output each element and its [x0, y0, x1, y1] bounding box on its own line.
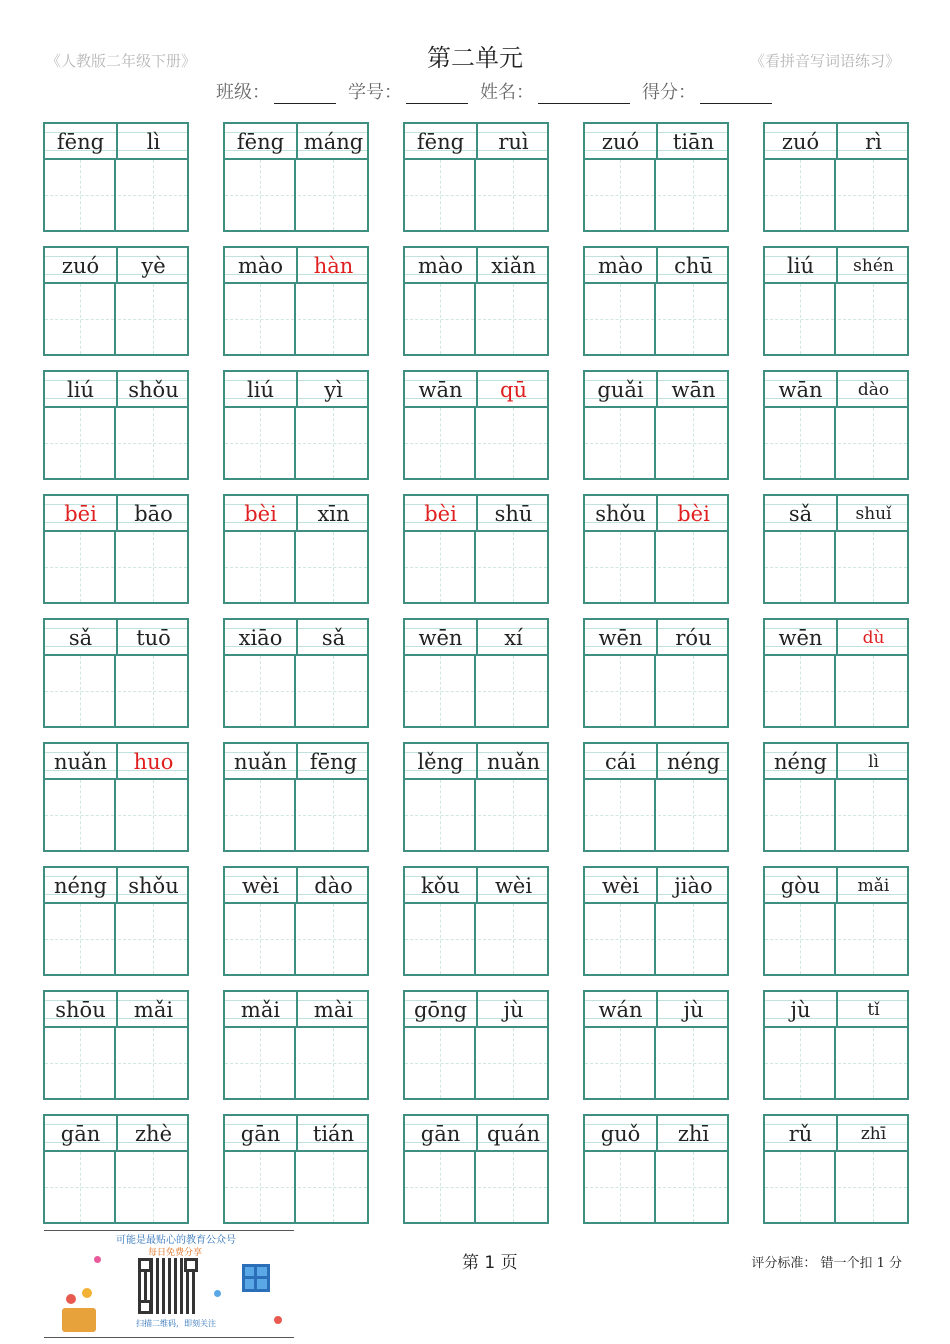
hanzi-box[interactable]	[658, 284, 727, 354]
pinyin-second: néng	[667, 750, 720, 774]
word-cell	[403, 866, 549, 976]
hanzi-box[interactable]	[405, 532, 476, 602]
word-cell	[403, 618, 549, 728]
pinyin-second: róu	[675, 626, 712, 650]
hanzi-box[interactable]	[838, 284, 907, 354]
pinyin-second: qū	[500, 378, 527, 402]
student-info-row	[216, 78, 784, 104]
hanzi-box[interactable]	[478, 408, 547, 478]
pinyin-row	[225, 372, 367, 408]
score-blank[interactable]	[700, 83, 772, 104]
confetti-icon	[214, 1290, 221, 1297]
hanzi-box[interactable]	[658, 532, 727, 602]
word-cell	[403, 990, 549, 1100]
pinyin-first: xiāo	[238, 626, 283, 650]
word-cell	[223, 742, 369, 852]
pinyin-row	[405, 496, 547, 532]
word-cell	[403, 370, 549, 480]
word-cell	[43, 370, 189, 480]
word-cell	[583, 866, 729, 976]
hanzi-box[interactable]	[405, 780, 476, 850]
word-cell	[223, 618, 369, 728]
word-cell	[43, 494, 189, 604]
pinyin-first: sǎ	[788, 502, 813, 526]
pinyin-second: chū	[674, 254, 713, 278]
pinyin-first: liú	[247, 378, 274, 402]
pinyin-row	[45, 496, 187, 532]
pinyin-second: ruì	[498, 130, 529, 154]
word-cell	[43, 990, 189, 1100]
pinyin-second: shǒu	[128, 874, 179, 898]
hanzi-box[interactable]	[838, 1152, 907, 1222]
pinyin-second: mài	[313, 998, 354, 1022]
hanzi-box[interactable]	[658, 1028, 727, 1098]
pinyin-second: lì	[146, 130, 161, 154]
pinyin-row	[405, 744, 547, 780]
hanzi-box[interactable]	[838, 780, 907, 850]
pinyin-second: tiān	[672, 130, 715, 154]
word-cell	[763, 1114, 909, 1224]
word-cell	[763, 122, 909, 232]
hanzi-box[interactable]	[45, 904, 116, 974]
pinyin-row	[765, 744, 907, 780]
hanzi-box[interactable]	[225, 284, 296, 354]
pinyin-row	[45, 620, 187, 656]
word-cell	[583, 122, 729, 232]
pinyin-second: tǐ	[867, 1000, 880, 1020]
flower-icon	[66, 1294, 76, 1304]
pinyin-first: fēng	[236, 130, 285, 154]
hanzi-box[interactable]	[225, 160, 296, 230]
pinyin-first: nuǎn	[53, 750, 108, 774]
pinyin-row	[45, 744, 187, 780]
pinyin-second: jù	[683, 998, 704, 1022]
word-cell	[403, 246, 549, 356]
hanzi-box[interactable]	[118, 656, 187, 726]
pinyin-first: néng	[774, 750, 827, 774]
pinyin-row	[225, 620, 367, 656]
header-practice-label: 《看拼音写词语练习》	[749, 52, 900, 70]
word-cell	[223, 122, 369, 232]
pinyin-row	[405, 248, 547, 284]
hanzi-box[interactable]	[405, 284, 476, 354]
pinyin-first: gān	[240, 1122, 281, 1146]
page-title: 第二单元	[427, 44, 523, 72]
word-cell	[583, 742, 729, 852]
pinyin-second: fēng	[309, 750, 358, 774]
pinyin-first: gōng	[413, 998, 468, 1022]
pinyin-row	[765, 496, 907, 532]
class-label: 班级：	[216, 82, 270, 103]
pinyin-first: rǔ	[788, 1122, 813, 1146]
qr-code-icon	[138, 1258, 198, 1314]
hanzi-box[interactable]	[225, 408, 296, 478]
word-cell	[43, 1114, 189, 1224]
pinyin-second: bāo	[134, 502, 173, 526]
pinyin-second: yè	[141, 254, 166, 278]
hanzi-box[interactable]	[225, 904, 296, 974]
pinyin-first: fēng	[56, 130, 105, 154]
hanzi-box[interactable]	[765, 780, 836, 850]
hanzi-box[interactable]	[298, 408, 367, 478]
pinyin-row	[45, 992, 187, 1028]
pinyin-first: liú	[67, 378, 94, 402]
pinyin-second: zhī	[677, 1122, 710, 1146]
promo-title: 可能是最贴心的教育公众号	[116, 1235, 236, 1246]
hanzi-box[interactable]	[585, 532, 656, 602]
hanzi-box[interactable]	[765, 284, 836, 354]
pinyin-first: wēn	[778, 626, 823, 650]
pinyin-second: xīn	[317, 502, 350, 526]
pinyin-row	[225, 248, 367, 284]
hanzi-box[interactable]	[765, 1028, 836, 1098]
hanzi-box[interactable]	[478, 904, 547, 974]
pinyin-row	[765, 1116, 907, 1152]
word-cell	[223, 246, 369, 356]
pinyin-row	[585, 868, 727, 904]
word-cell	[43, 618, 189, 728]
pinyin-row	[585, 372, 727, 408]
pinyin-row	[765, 868, 907, 904]
pinyin-second: xí	[504, 626, 523, 650]
pinyin-first: wēn	[598, 626, 643, 650]
word-cell	[583, 370, 729, 480]
promo-scan-text: 扫描二维码，即刻关注	[136, 1319, 216, 1328]
pinyin-first: zuó	[781, 130, 820, 154]
hanzi-box[interactable]	[298, 656, 367, 726]
hanzi-box[interactable]	[225, 1028, 296, 1098]
pinyin-first: wèi	[601, 874, 640, 898]
pinyin-second: mǎi	[857, 876, 890, 896]
word-cell	[763, 866, 909, 976]
hanzi-box[interactable]	[118, 904, 187, 974]
word-cell	[223, 990, 369, 1100]
hanzi-box[interactable]	[118, 284, 187, 354]
pinyin-first: guǎi	[597, 378, 644, 402]
pinyin-row	[585, 248, 727, 284]
pinyin-row	[225, 124, 367, 160]
flower-pot-icon	[62, 1308, 96, 1332]
pinyin-second: dù	[862, 628, 885, 648]
hanzi-box[interactable]	[585, 1152, 656, 1222]
pinyin-first: zuó	[61, 254, 100, 278]
hanzi-box[interactable]	[225, 656, 296, 726]
pinyin-second: quán	[486, 1122, 540, 1146]
hanzi-box[interactable]	[478, 1152, 547, 1222]
pinyin-second: shū	[494, 502, 533, 526]
pinyin-first: bèi	[424, 502, 457, 526]
promo-subtitle: 每日免费分享	[148, 1248, 203, 1258]
pinyin-first: wān	[418, 378, 463, 402]
word-cell	[763, 246, 909, 356]
pinyin-row	[765, 248, 907, 284]
word-cell	[403, 494, 549, 604]
pinyin-second: zhī	[860, 1124, 887, 1144]
hanzi-box[interactable]	[298, 284, 367, 354]
pinyin-second: nuǎn	[486, 750, 541, 774]
student-id-label: 学号：	[348, 82, 402, 103]
hanzi-box[interactable]	[225, 1152, 296, 1222]
hanzi-box[interactable]	[658, 780, 727, 850]
pinyin-row	[765, 372, 907, 408]
hanzi-box[interactable]	[838, 1028, 907, 1098]
pinyin-second: tián	[312, 1122, 355, 1146]
word-cell	[763, 370, 909, 480]
pinyin-second: wèi	[494, 874, 533, 898]
pinyin-first: wān	[778, 378, 823, 402]
hanzi-box[interactable]	[298, 1028, 367, 1098]
word-cell	[223, 866, 369, 976]
pinyin-row	[405, 1116, 547, 1152]
pinyin-row	[45, 248, 187, 284]
pinyin-row	[45, 124, 187, 160]
hanzi-box[interactable]	[765, 1152, 836, 1222]
pinyin-second: xiǎn	[491, 254, 536, 278]
pinyin-second: hàn	[313, 254, 354, 278]
flower-icon	[82, 1288, 92, 1298]
hanzi-box[interactable]	[45, 780, 116, 850]
hanzi-box[interactable]	[478, 160, 547, 230]
hanzi-box[interactable]	[225, 532, 296, 602]
word-cell	[43, 122, 189, 232]
hanzi-box[interactable]	[478, 780, 547, 850]
hanzi-box[interactable]	[658, 160, 727, 230]
pinyin-second: bèi	[677, 502, 710, 526]
hanzi-box[interactable]	[298, 160, 367, 230]
pinyin-first: zuó	[601, 130, 640, 154]
pinyin-row	[225, 1116, 367, 1152]
pinyin-row	[405, 620, 547, 656]
confetti-icon	[274, 1316, 282, 1324]
word-cell	[223, 1114, 369, 1224]
pinyin-row	[405, 372, 547, 408]
word-cell	[763, 618, 909, 728]
hanzi-box[interactable]	[45, 1152, 116, 1222]
word-cell	[763, 990, 909, 1100]
word-cell	[43, 866, 189, 976]
word-cell	[43, 246, 189, 356]
pinyin-row	[585, 124, 727, 160]
word-cell	[403, 122, 549, 232]
pinyin-row	[765, 992, 907, 1028]
hanzi-box[interactable]	[585, 408, 656, 478]
word-cell	[223, 494, 369, 604]
pinyin-second: mǎi	[133, 998, 174, 1022]
pinyin-row	[765, 124, 907, 160]
pinyin-second: huo	[133, 750, 174, 774]
pinyin-row	[585, 496, 727, 532]
hanzi-box[interactable]	[478, 284, 547, 354]
hanzi-box[interactable]	[405, 1028, 476, 1098]
hanzi-box[interactable]	[298, 1152, 367, 1222]
hanzi-box[interactable]	[405, 904, 476, 974]
pinyin-row	[225, 496, 367, 532]
hanzi-box[interactable]	[838, 656, 907, 726]
word-cell	[43, 742, 189, 852]
pinyin-second: lì	[868, 752, 879, 772]
hanzi-box[interactable]	[838, 532, 907, 602]
pinyin-first: nuǎn	[233, 750, 288, 774]
pinyin-first: gān	[420, 1122, 461, 1146]
pinyin-first: liú	[787, 254, 814, 278]
pinyin-second: tuō	[136, 626, 171, 650]
word-cell	[583, 494, 729, 604]
hanzi-box[interactable]	[118, 1152, 187, 1222]
hanzi-box[interactable]	[765, 160, 836, 230]
pinyin-first: gān	[60, 1122, 101, 1146]
pinyin-second: jù	[503, 998, 524, 1022]
pinyin-row	[585, 992, 727, 1028]
pinyin-row	[45, 1116, 187, 1152]
hanzi-box[interactable]	[405, 656, 476, 726]
pinyin-first: kǒu	[421, 874, 460, 898]
pinyin-row	[405, 992, 547, 1028]
hanzi-box[interactable]	[658, 408, 727, 478]
hanzi-box[interactable]	[405, 160, 476, 230]
word-cell	[583, 246, 729, 356]
hanzi-box[interactable]	[45, 1028, 116, 1098]
pinyin-second: dào	[857, 380, 890, 400]
pinyin-first: mào	[417, 254, 464, 278]
hanzi-box[interactable]	[45, 284, 116, 354]
hanzi-box[interactable]	[585, 904, 656, 974]
hanzi-box[interactable]	[765, 408, 836, 478]
score-label: 得分：	[642, 82, 696, 103]
scoring-rule: 评分标准： 错一个扣 1 分	[751, 1256, 902, 1271]
pinyin-second: rì	[865, 130, 882, 154]
hanzi-box[interactable]	[118, 160, 187, 230]
pinyin-first: wán	[598, 998, 643, 1022]
pinyin-row	[765, 620, 907, 656]
page-number: 第 1 页	[462, 1253, 518, 1273]
hanzi-box[interactable]	[838, 408, 907, 478]
word-cell	[403, 1114, 549, 1224]
pinyin-first: cái	[605, 750, 636, 774]
pinyin-first: bèi	[244, 502, 277, 526]
pinyin-first: sǎ	[68, 626, 93, 650]
pinyin-first: shōu	[55, 998, 106, 1022]
hanzi-box[interactable]	[658, 1152, 727, 1222]
hanzi-box[interactable]	[585, 284, 656, 354]
pinyin-second: sǎ	[321, 626, 346, 650]
pinyin-first: shǒu	[595, 502, 646, 526]
pinyin-row	[585, 744, 727, 780]
pinyin-first: néng	[54, 874, 107, 898]
pinyin-second: zhè	[134, 1122, 173, 1146]
word-cell	[763, 494, 909, 604]
hanzi-box[interactable]	[478, 532, 547, 602]
pinyin-first: gòu	[780, 874, 821, 898]
hanzi-box[interactable]	[45, 408, 116, 478]
pinyin-row	[45, 372, 187, 408]
pinyin-first: mào	[597, 254, 644, 278]
hanzi-box[interactable]	[765, 656, 836, 726]
pinyin-row	[45, 868, 187, 904]
pinyin-first: wèi	[241, 874, 280, 898]
hanzi-box[interactable]	[585, 160, 656, 230]
pinyin-first: bēi	[64, 502, 97, 526]
pinyin-second: shén	[853, 256, 894, 276]
hanzi-box[interactable]	[478, 656, 547, 726]
pinyin-second: wān	[671, 378, 716, 402]
word-cell	[583, 618, 729, 728]
class-blank[interactable]	[274, 83, 336, 104]
word-cell	[403, 742, 549, 852]
student-id-blank[interactable]	[406, 83, 468, 104]
hanzi-box[interactable]	[585, 656, 656, 726]
pinyin-row	[225, 992, 367, 1028]
pinyin-row	[405, 124, 547, 160]
hanzi-box[interactable]	[405, 1152, 476, 1222]
window-icon	[242, 1264, 270, 1292]
pinyin-first: wēn	[418, 626, 463, 650]
confetti-icon	[94, 1256, 101, 1263]
hanzi-box[interactable]	[658, 656, 727, 726]
hanzi-box[interactable]	[838, 904, 907, 974]
hanzi-box[interactable]	[45, 656, 116, 726]
pinyin-row	[585, 1116, 727, 1152]
hanzi-box[interactable]	[118, 532, 187, 602]
word-cell	[583, 990, 729, 1100]
hanzi-box[interactable]	[765, 532, 836, 602]
pinyin-first: jù	[790, 998, 811, 1022]
hanzi-box[interactable]	[405, 408, 476, 478]
pinyin-second: jiào	[674, 874, 713, 898]
word-cell	[763, 742, 909, 852]
hanzi-box[interactable]	[225, 780, 296, 850]
hanzi-box[interactable]	[585, 780, 656, 850]
hanzi-box[interactable]	[118, 408, 187, 478]
word-cell	[223, 370, 369, 480]
pinyin-first: mǎi	[240, 998, 281, 1022]
hanzi-box[interactable]	[118, 1028, 187, 1098]
pinyin-first: mào	[237, 254, 284, 278]
pinyin-second: shǒu	[128, 378, 179, 402]
hanzi-box[interactable]	[658, 904, 727, 974]
pinyin-second: yì	[324, 378, 343, 402]
promo-banner	[44, 1230, 294, 1338]
pinyin-first: lěng	[417, 750, 464, 774]
name-blank[interactable]	[538, 83, 630, 104]
hanzi-box[interactable]	[118, 780, 187, 850]
hanzi-box[interactable]	[298, 904, 367, 974]
word-cell	[583, 1114, 729, 1224]
hanzi-box[interactable]	[298, 780, 367, 850]
pinyin-first: fēng	[416, 130, 465, 154]
hanzi-box[interactable]	[838, 160, 907, 230]
pinyin-row	[405, 868, 547, 904]
header-book-label: 《人教版二年级下册》	[46, 52, 197, 70]
hanzi-box[interactable]	[45, 160, 116, 230]
pinyin-first: guǒ	[600, 1122, 641, 1146]
hanzi-box[interactable]	[478, 1028, 547, 1098]
word-grid	[43, 122, 909, 1224]
pinyin-second: dào	[314, 874, 353, 898]
name-label: 姓名：	[480, 82, 534, 103]
pinyin-row	[225, 868, 367, 904]
hanzi-box[interactable]	[298, 532, 367, 602]
hanzi-box[interactable]	[45, 532, 116, 602]
hanzi-box[interactable]	[765, 904, 836, 974]
pinyin-row	[225, 744, 367, 780]
pinyin-second: shuǐ	[855, 504, 892, 524]
pinyin-second: máng	[303, 130, 364, 154]
pinyin-row	[585, 620, 727, 656]
hanzi-box[interactable]	[585, 1028, 656, 1098]
